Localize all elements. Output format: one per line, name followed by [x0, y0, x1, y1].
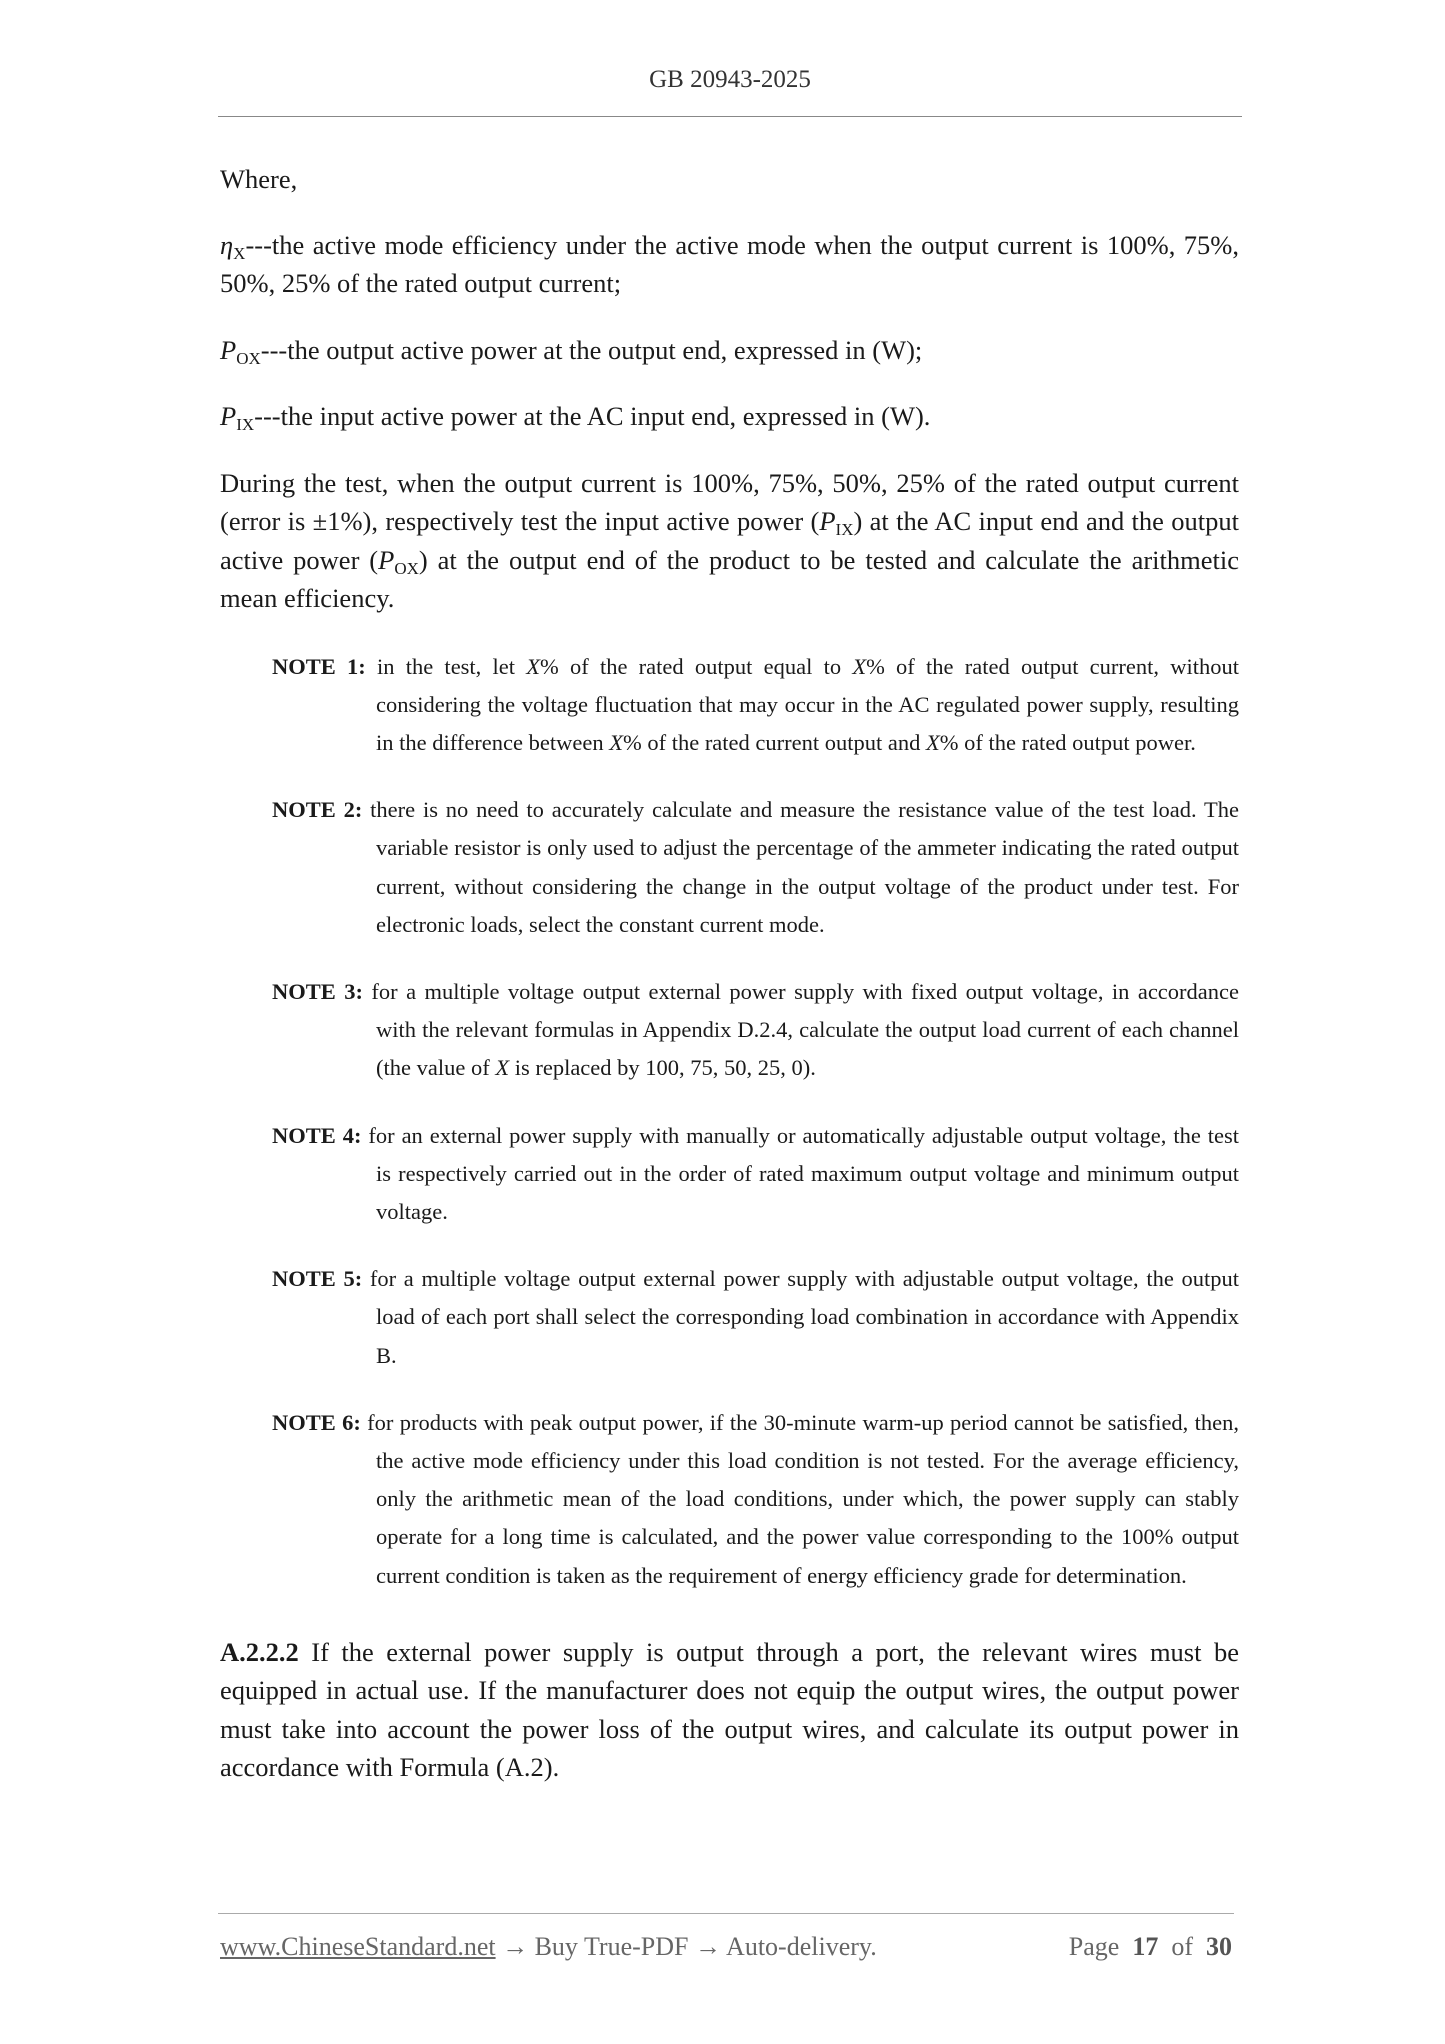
- definition-input-power: [220, 397, 1239, 436]
- note-text: % of the rated output current, without considering the voltage fluctuation that may occur in the AC regulated power supply, resulting in the difference between: [376, 653, 1240, 755]
- current-page-number: 17: [1132, 1932, 1159, 1961]
- note-4: [272, 1117, 1239, 1232]
- standard-number: GB 20943-2025: [649, 66, 811, 93]
- clause-a-2-2-2: [220, 1633, 1239, 1787]
- paragraph-text: ) at the output end of the product to be tested and calculate the arithmetic mean efficiency.: [220, 544, 1239, 613]
- symbol-p: P: [220, 401, 237, 431]
- note-3: [272, 973, 1239, 1088]
- test-procedure-paragraph: [220, 464, 1239, 618]
- note-label: NOTE 4:: [272, 1122, 362, 1148]
- clause-text: If the external power supply is output through a port, the relevant wires must be equipped in actual use. If the manufacturer does not equip the output wires, the output power must take into account the power loss of the output wires, and calculate its output power in accordance with Formula (A.2).: [220, 1636, 1239, 1783]
- note-text: % of the rated current output and: [622, 729, 926, 755]
- variable-x: X: [852, 653, 867, 679]
- variable-x: X: [495, 1055, 510, 1081]
- note-label: NOTE 1:: [272, 653, 366, 679]
- subscript-ix: IX: [835, 520, 854, 539]
- note-text: there is no need to accurately calculate and measure the resistance value of the test load. The variable resistor is only used to adjust the percentage of the ammeter indicating the rated output current, without considering the change in the output voltage of the product under test. For electronic loads, select the constant current mode.: [362, 797, 1239, 937]
- note-label: NOTE 3:: [272, 978, 363, 1004]
- note-5: [272, 1260, 1239, 1375]
- notes-list: [272, 648, 1239, 1595]
- definition-text: ---the active mode efficiency under the active mode when the output current is 100%, 75%, 50%, 25% of the rated output current;: [220, 229, 1239, 298]
- note-text: % of the rated output power.: [939, 729, 1196, 755]
- symbol-p: P: [220, 334, 237, 365]
- note-label: NOTE 2:: [272, 797, 363, 823]
- page-header: [218, 66, 1242, 94]
- paragraph-text: ) at the AC input end and the output active power (: [220, 506, 1239, 575]
- page-indicator: [1069, 1932, 1232, 1962]
- page-content: [220, 160, 1239, 1787]
- header-divider: [218, 116, 1242, 117]
- note-1: [272, 648, 1239, 763]
- symbol-p: P: [378, 544, 395, 575]
- where-label: Where,: [220, 164, 298, 194]
- subscript-ox: OX: [394, 558, 419, 578]
- page-word: Page: [1068, 1932, 1120, 1961]
- variable-x: X: [609, 729, 623, 755]
- symbol-eta: η: [220, 229, 234, 260]
- definition-text: ---the input active power at the AC input end, expressed in (W).: [254, 401, 931, 431]
- note-text: for a multiple voltage output external power supply with adjustable output voltage, the output load of each port shall select the corresponding load combination in accordance with Appendix B.: [362, 1266, 1239, 1368]
- note-label: NOTE 6:: [272, 1409, 361, 1435]
- footer-promo: [220, 1932, 877, 1962]
- footer-divider: [218, 1913, 1234, 1914]
- symbol-p: P: [819, 506, 836, 536]
- note-text: for an external power supply with manually or automatically adjustable output voltage, the test is respectively carried out in the order of rated maximum output voltage and minimum output voltage.: [361, 1122, 1239, 1224]
- definition-efficiency: [220, 226, 1239, 303]
- variable-x: X: [925, 729, 940, 755]
- note-label: NOTE 5:: [272, 1266, 363, 1292]
- variable-x: X: [526, 653, 541, 679]
- subscript-ix: IX: [236, 415, 255, 434]
- note-text: in the test, let: [365, 653, 527, 679]
- note-text: % of the rated output equal to: [540, 653, 853, 679]
- note-text: for products with peak output power, if the 30-minute warm-up period cannot be satisfied, then, the active mode efficiency under this load condition is not tested. For the average efficiency, only the arithmetic mean of the load conditions, under which, the power supply can stably operate for a long time is calculated, and the power value corresponding to the 100% output current condition is taken as the requirement of energy efficiency grade for determination.: [360, 1409, 1239, 1588]
- note-text: is replaced by 100, 75, 50, 25, 0).: [509, 1055, 816, 1081]
- promo-text: → Buy True-PDF → Auto-delivery.: [495, 1932, 877, 1961]
- note-text: for a multiple voltage output external power supply with fixed output voltage, in accordance with the relevant formulas in Appendix D.2.4, calculate the output load current of each channel (the value of: [362, 978, 1239, 1081]
- subscript-x: X: [233, 243, 246, 263]
- note-6: [272, 1404, 1239, 1595]
- note-2: [272, 791, 1239, 944]
- of-word: of: [1171, 1932, 1193, 1961]
- website-link[interactable]: www.ChineseStandard.net: [220, 1932, 496, 1961]
- total-pages: 30: [1206, 1932, 1232, 1961]
- definition-output-power: [220, 331, 1239, 370]
- subscript-ox: OX: [236, 348, 261, 368]
- clause-number: A.2.2.2: [220, 1636, 299, 1667]
- definition-text: ---the output active power at the output end, expressed in (W);: [260, 334, 923, 365]
- paragraph-text: During the test, when the output current is 100%, 75%, 50%, 25% of the rated output current (error is ±1%), respectively test the input active power (: [220, 467, 1239, 536]
